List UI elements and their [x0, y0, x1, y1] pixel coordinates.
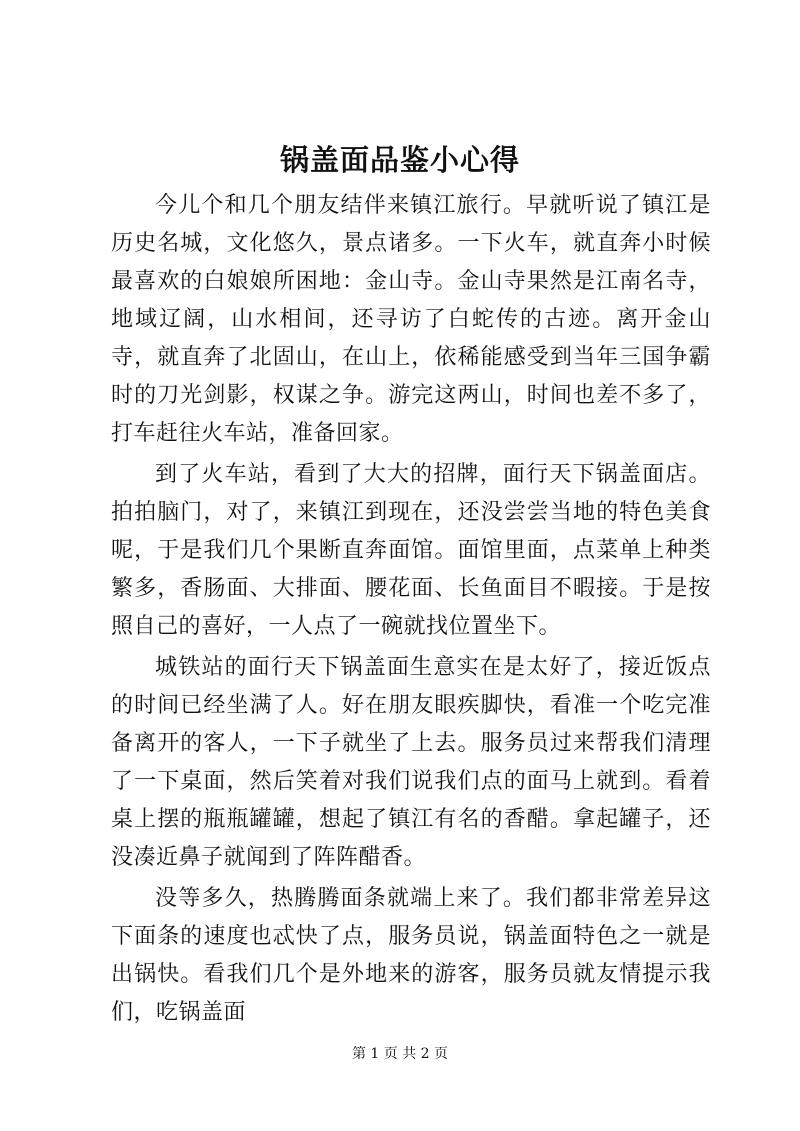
- paragraph-4: 没等多久，热腾腾面条就端上来了。我们都非常差异这下面条的速度也忒快了点，服务员说，锅盖面特色之一就是出锅快。看我们几个是外地来的游客，服务员就友情提示我们，吃锅盖面: [111, 886, 711, 1025]
- paragraph-3: 城铁站的面行天下锅盖面生意实在是太好了，接近饭点的时间已经坐满了人。好在朋友眼疾脚快，看准一个吃完准备离开的客人，一下子就坐了上去。服务员过来帮我们清理了一下桌面，然后笑着对我们说我们点的面马上就到。看着桌上摆的瓶瓶罐罐，想起了镇江有名的香醋。拿起罐子，还没凑近鼻子就闻到了阵阵醋香。: [111, 655, 711, 870]
- paragraph-1: 今儿个和几个朋友结伴来镇江旅行。早就听说了镇江是历史名城，文化悠久，景点诸多。一下火车，就直奔小时候最喜欢的白娘娘所困地：金山寺。金山寺果然是江南名寺，地域辽阔，山水相间，还寻访了白蛇传的古迹。离开金山寺，就直奔了北固山，在山上，依稀能感受到当年三国争霸时的刀光剑影，权谋之争。游完这两山，时间也差不多了，打车赶往火车站，准备回家。: [111, 193, 711, 446]
- page-footer: 第 1 页 共 2 页: [351, 1046, 449, 1062]
- document-body: [111, 187, 711, 1032]
- document-title: 锅盖面品鉴小心得: [279, 143, 520, 177]
- paragraph-2: 到了火车站，看到了大大的招牌，面行天下锅盖面店。拍拍脑门，对了，来镇江到现在，还没尝尝当地的特色美食呢，于是我们几个果断直奔面馆。面馆里面，点菜单上种类繁多，香肠面、大排面、腰花面、长鱼面目不暇接。于是按照自己的喜好，一人点了一碗就找位置坐下。: [111, 462, 711, 639]
